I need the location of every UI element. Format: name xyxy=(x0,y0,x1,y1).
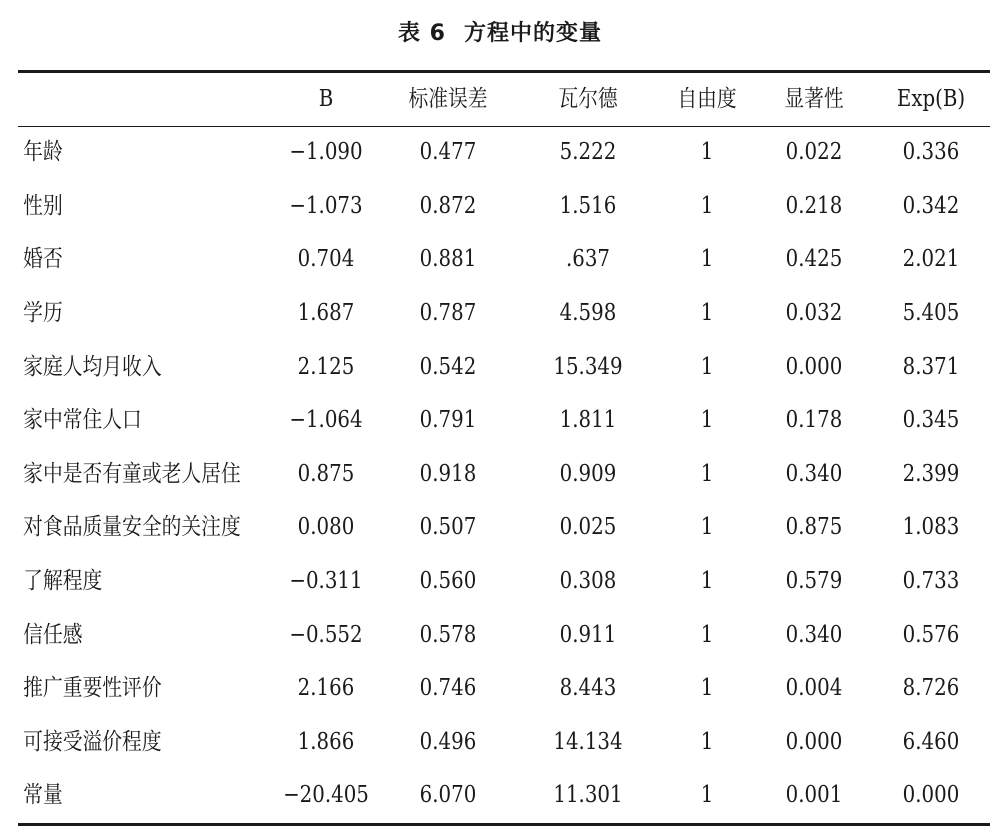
table-body xyxy=(18,126,990,823)
cell-significance: 0.340 xyxy=(785,621,843,648)
cell-exp-b: 8.371 xyxy=(902,353,960,380)
cell-wald: 4.598 xyxy=(559,300,617,327)
cell-df: 1 xyxy=(700,300,714,327)
cell-variable-name: 常量 xyxy=(23,782,63,809)
variables-table xyxy=(18,73,990,823)
table-row xyxy=(18,555,990,609)
cell-significance: 0.004 xyxy=(785,675,843,702)
table-bottom-rule xyxy=(18,823,990,826)
cell-b-value: −0.552 xyxy=(289,621,363,648)
cell-wald: .637 xyxy=(565,246,611,273)
cell-std-error: 0.881 xyxy=(419,246,477,273)
header-wald: 瓦尔德 xyxy=(558,86,618,112)
cell-significance: 0.001 xyxy=(785,782,843,809)
cell-df: 1 xyxy=(700,139,714,166)
cell-exp-b: 2.021 xyxy=(902,246,960,273)
cell-variable-name: 学历 xyxy=(23,300,63,327)
table-row xyxy=(18,180,990,234)
cell-b-value: 1.866 xyxy=(297,728,355,755)
table-header-row xyxy=(18,73,990,126)
cell-significance: 0.000 xyxy=(785,353,843,380)
table-row xyxy=(18,287,990,341)
cell-std-error: 0.477 xyxy=(419,139,477,166)
table-row xyxy=(18,608,990,662)
cell-df: 1 xyxy=(700,675,714,702)
cell-variable-name: 信任感 xyxy=(23,621,83,648)
cell-df: 1 xyxy=(700,192,714,219)
cell-significance: 0.178 xyxy=(785,407,843,434)
cell-significance: 0.032 xyxy=(785,300,843,327)
header-exp-b: Exp(B) xyxy=(896,86,966,112)
header-significance: 显著性 xyxy=(784,86,844,112)
cell-exp-b: 1.083 xyxy=(902,514,960,541)
cell-wald: 0.911 xyxy=(559,621,617,648)
cell-df: 1 xyxy=(700,353,714,380)
cell-variable-name: 可接受溢价程度 xyxy=(23,728,162,755)
cell-significance: 0.000 xyxy=(785,728,843,755)
cell-df: 1 xyxy=(700,514,714,541)
cell-std-error: 0.496 xyxy=(419,728,477,755)
cell-variable-name: 了解程度 xyxy=(23,568,103,595)
cell-std-error: 0.507 xyxy=(419,514,477,541)
cell-exp-b: 0.733 xyxy=(902,568,960,595)
table-row xyxy=(18,233,990,287)
cell-b-value: −1.073 xyxy=(289,192,363,219)
cell-b-value: −20.405 xyxy=(283,782,369,809)
cell-exp-b: 0.336 xyxy=(902,139,960,166)
table-row xyxy=(18,340,990,394)
cell-exp-b: 5.405 xyxy=(902,300,960,327)
cell-df: 1 xyxy=(700,568,714,595)
cell-wald: 5.222 xyxy=(559,139,617,166)
cell-significance: 0.218 xyxy=(785,192,843,219)
cell-significance: 0.022 xyxy=(785,139,843,166)
cell-b-value: 2.166 xyxy=(297,675,355,702)
cell-variable-name: 性别 xyxy=(23,192,63,219)
cell-exp-b: 0.342 xyxy=(902,192,960,219)
cell-exp-b: 6.460 xyxy=(902,728,960,755)
cell-b-value: −1.064 xyxy=(289,407,363,434)
cell-std-error: 0.918 xyxy=(419,460,477,487)
cell-df: 1 xyxy=(700,728,714,755)
cell-exp-b: 0.000 xyxy=(902,782,960,809)
cell-std-error: 0.560 xyxy=(419,568,477,595)
cell-wald: 1.811 xyxy=(559,407,617,434)
cell-b-value: 0.875 xyxy=(297,460,355,487)
cell-std-error: 0.746 xyxy=(419,675,477,702)
header-df: 自由度 xyxy=(677,86,737,112)
cell-variable-name: 对食品质量安全的关注度 xyxy=(23,514,241,541)
cell-wald: 8.443 xyxy=(559,675,617,702)
header-std-error: 标准误差 xyxy=(408,86,488,112)
table-row xyxy=(18,126,990,180)
cell-wald: 14.134 xyxy=(553,728,623,755)
cell-b-value: −1.090 xyxy=(289,139,363,166)
cell-exp-b: 8.726 xyxy=(902,675,960,702)
cell-std-error: 0.542 xyxy=(419,353,477,380)
cell-exp-b: 2.399 xyxy=(902,460,960,487)
cell-std-error: 0.791 xyxy=(419,407,477,434)
cell-df: 1 xyxy=(700,782,714,809)
cell-std-error: 0.872 xyxy=(419,192,477,219)
table-caption xyxy=(0,16,1000,47)
cell-df: 1 xyxy=(700,460,714,487)
table-title: 方程中的变量 xyxy=(463,21,602,46)
cell-df: 1 xyxy=(700,621,714,648)
cell-exp-b: 0.576 xyxy=(902,621,960,648)
cell-std-error: 0.578 xyxy=(419,621,477,648)
cell-df: 1 xyxy=(700,246,714,273)
table-number: 表 6 xyxy=(398,21,446,46)
cell-wald: 1.516 xyxy=(559,192,617,219)
cell-significance: 0.425 xyxy=(785,246,843,273)
cell-significance: 0.875 xyxy=(785,514,843,541)
cell-variable-name: 婚否 xyxy=(23,246,63,273)
table-row xyxy=(18,769,990,823)
header-b: B xyxy=(318,86,334,112)
cell-std-error: 0.787 xyxy=(419,300,477,327)
cell-exp-b: 0.345 xyxy=(902,407,960,434)
cell-b-value: 0.704 xyxy=(297,246,355,273)
cell-variable-name: 家中是否有童或老人居住 xyxy=(23,460,241,487)
cell-variable-name: 推广重要性评价 xyxy=(23,675,162,702)
cell-b-value: −0.311 xyxy=(289,568,363,595)
table-row xyxy=(18,448,990,502)
cell-b-value: 2.125 xyxy=(297,353,355,380)
table-row xyxy=(18,662,990,716)
cell-variable-name: 年龄 xyxy=(23,139,63,166)
cell-b-value: 0.080 xyxy=(297,514,355,541)
cell-significance: 0.340 xyxy=(785,460,843,487)
table-row xyxy=(18,501,990,555)
cell-wald: 0.909 xyxy=(559,460,617,487)
cell-wald: 11.301 xyxy=(553,782,623,809)
cell-wald: 15.349 xyxy=(553,353,623,380)
cell-b-value: 1.687 xyxy=(297,300,355,327)
cell-significance: 0.579 xyxy=(785,568,843,595)
cell-df: 1 xyxy=(700,407,714,434)
cell-variable-name: 家中常住人口 xyxy=(23,407,142,434)
table-row xyxy=(18,394,990,448)
cell-wald: 0.308 xyxy=(559,568,617,595)
cell-std-error: 6.070 xyxy=(419,782,477,809)
cell-variable-name: 家庭人均月收入 xyxy=(23,353,162,380)
table-row xyxy=(18,716,990,770)
cell-wald: 0.025 xyxy=(559,514,617,541)
